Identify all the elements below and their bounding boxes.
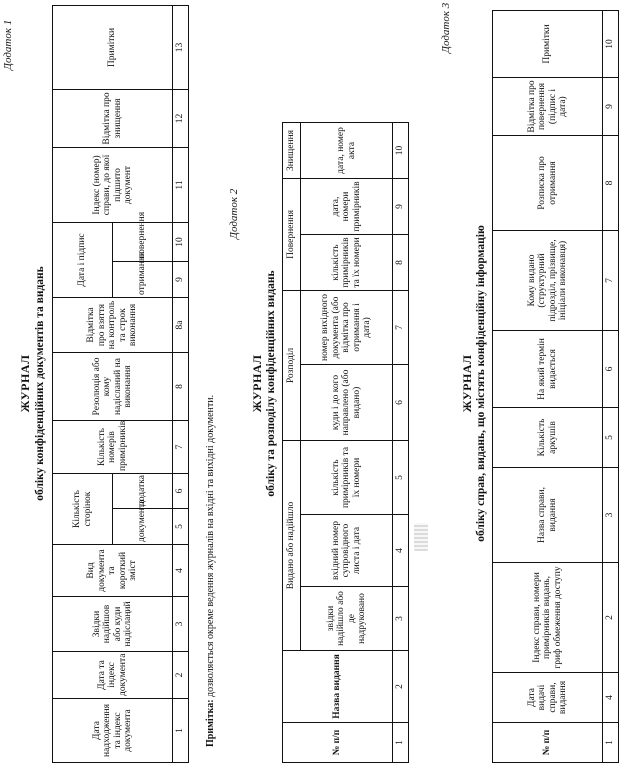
a1-num: 4 bbox=[173, 545, 189, 597]
a1-col-notes: Примітки bbox=[53, 6, 173, 90]
appendix-2-label: Додаток 2 bbox=[228, 188, 240, 239]
a3-num: 7 bbox=[603, 231, 619, 331]
appendix-1-table bbox=[52, 5, 189, 763]
a1-col-destroy: Відмітка про знищення bbox=[53, 90, 173, 148]
a3-num: 3 bbox=[603, 468, 619, 563]
a1-group-date-sign: Дата і підпис bbox=[53, 223, 113, 298]
a2-col-source: звідки надійшло або де надруковано bbox=[301, 587, 393, 651]
a1-col-control: Відмітка про взяття на контроль та строк виконання bbox=[53, 298, 173, 353]
a3-num: 8 bbox=[603, 136, 619, 231]
a1-num: 3 bbox=[173, 597, 189, 652]
appendix-2-section bbox=[228, 0, 438, 767]
a1-number-row bbox=[173, 6, 189, 763]
a3-col-issued-to: Кому видано (структурний підрозділ, прізвище, ініціали виконавця) bbox=[493, 231, 603, 331]
a1-num: 8 bbox=[173, 353, 189, 421]
note-text: дозволяється окреме ведення журналів на вхідні та вихідні документи. bbox=[205, 394, 216, 697]
a1-num: 13 bbox=[173, 6, 189, 90]
appendix-2-table bbox=[282, 122, 409, 763]
appendix-2-subtitle: обліку та розподілу конфіденційних видань bbox=[265, 270, 277, 497]
a2-col-outgoing-number: номер вихідного документа (або відмітка про отримання і дата) bbox=[301, 290, 393, 364]
appendix-1-label: Додаток 1 bbox=[2, 19, 14, 70]
a2-col-number: № п/п bbox=[283, 723, 393, 763]
a2-num: 9 bbox=[393, 178, 409, 234]
a3-col-receipt: Розписка про отримання bbox=[493, 136, 603, 231]
appendix-1-title: ЖУРНАЛ bbox=[18, 354, 32, 413]
a2-col-act-number: дата, номер акта bbox=[301, 122, 393, 178]
a1-num: 9 bbox=[173, 262, 189, 298]
a3-col-notes: Примітки bbox=[493, 11, 603, 78]
a3-col-issue-date: Дата видачі справи, видання bbox=[493, 673, 603, 723]
a2-col-return-date: дата, номери примірників bbox=[301, 178, 393, 234]
a3-num: 5 bbox=[603, 408, 619, 468]
a1-num: 12 bbox=[173, 90, 189, 148]
a1-num: 8а bbox=[173, 298, 189, 353]
a2-col-copies: кількість примірників та їх номери bbox=[301, 441, 393, 515]
a2-col-title: Назва видання bbox=[283, 651, 393, 723]
a3-num: 2 bbox=[603, 563, 619, 673]
a3-col-return-mark: Відмітка про повернення (підпис і дата) bbox=[493, 78, 603, 136]
appendix-3-subtitle: обліку справ, видань, що містять конфіденційну інформацію bbox=[475, 225, 487, 542]
a3-col-term: На який термін видається bbox=[493, 331, 603, 408]
appendix-1-subtitle: обліку конфіденційних документів та видань bbox=[34, 266, 46, 501]
a2-col-sent-to: куди і до кого направлено (або видано) bbox=[301, 365, 393, 441]
a3-col-sheets: Кількість аркушів bbox=[493, 408, 603, 468]
a1-col-from-to: Звідки надійшов або куди надіслаңий bbox=[53, 597, 173, 652]
a3-num: 6 bbox=[603, 331, 619, 408]
a1-num: 5 bbox=[173, 509, 189, 545]
a1-col-received: отримання bbox=[113, 262, 173, 298]
a3-num: 1 bbox=[603, 723, 619, 763]
a1-col-copies: Кількість номерів примірників bbox=[53, 421, 173, 474]
a3-col-title: Назва справи, видання bbox=[493, 468, 603, 563]
a2-group-issued: Видано або надійшло bbox=[283, 441, 301, 651]
a2-num: 6 bbox=[393, 365, 409, 441]
a2-num: 7 bbox=[393, 290, 409, 364]
a1-num: 1 bbox=[173, 699, 189, 763]
a3-num: 9 bbox=[603, 78, 619, 136]
a2-group-destroy: Знищення bbox=[283, 122, 301, 178]
a3-col-number: № п/п bbox=[493, 723, 603, 763]
a2-num: 3 bbox=[393, 587, 409, 651]
a1-num: 11 bbox=[173, 148, 189, 223]
a3-number-row bbox=[603, 11, 619, 763]
a1-col-receipt-date: Дата надходження та індекс документа bbox=[53, 699, 173, 763]
appendix-2-title: ЖУРНАЛ bbox=[250, 354, 264, 413]
a1-num: 7 bbox=[173, 421, 189, 474]
a3-col-index: Індекс справи, номери примірників видань, гриф обмеження доступу bbox=[493, 563, 603, 673]
a2-group-distribution: Розподіл bbox=[283, 290, 301, 440]
a1-col-app-pages: додатка bbox=[113, 474, 173, 509]
appendix-1-section bbox=[0, 0, 215, 767]
a2-num: 1 bbox=[393, 723, 409, 763]
a2-num: 4 bbox=[393, 515, 409, 587]
a2-number-row bbox=[393, 122, 409, 762]
a2-num: 5 bbox=[393, 441, 409, 515]
a1-col-doc-type: Вид документа та короткий зміст bbox=[53, 545, 173, 597]
a1-num: 2 bbox=[173, 652, 189, 699]
a2-num: 10 bbox=[393, 122, 409, 178]
a2-group-return: Повернення bbox=[283, 178, 301, 290]
a2-num: 2 bbox=[393, 651, 409, 723]
a1-col-resolution: Резолюція або кому надісланий на виконання bbox=[53, 353, 173, 421]
a1-col-doc-date: Дата та індекс документа bbox=[53, 652, 173, 699]
a1-col-returned: повернення bbox=[113, 223, 173, 262]
appendix-3-table bbox=[492, 10, 619, 763]
a1-num: 10 bbox=[173, 223, 189, 262]
note-label: Примітка: bbox=[205, 699, 216, 747]
appendix-3-label: Додаток 3 bbox=[440, 2, 452, 53]
a1-group-pages: Кількість сторінок bbox=[53, 474, 113, 545]
a2-col-letter-number: вхідний номер супровідного листа і дата bbox=[301, 515, 393, 587]
a2-col-return-copies: кількість примірників та їх номери bbox=[301, 234, 393, 290]
a1-col-doc-pages: документа bbox=[113, 509, 173, 545]
a1-num: 6 bbox=[173, 474, 189, 509]
a2-num: 8 bbox=[393, 234, 409, 290]
a3-num: 10 bbox=[603, 11, 619, 78]
appendix-1-note bbox=[205, 395, 216, 747]
a3-num: 4 bbox=[603, 673, 619, 723]
appendix-3-title: ЖУРНАЛ bbox=[460, 354, 474, 413]
a1-col-file-index: Індекс (номер) справи, до якої підшито документ bbox=[53, 148, 173, 223]
appendix-3-section bbox=[440, 0, 630, 767]
faded-stamp bbox=[414, 523, 428, 551]
